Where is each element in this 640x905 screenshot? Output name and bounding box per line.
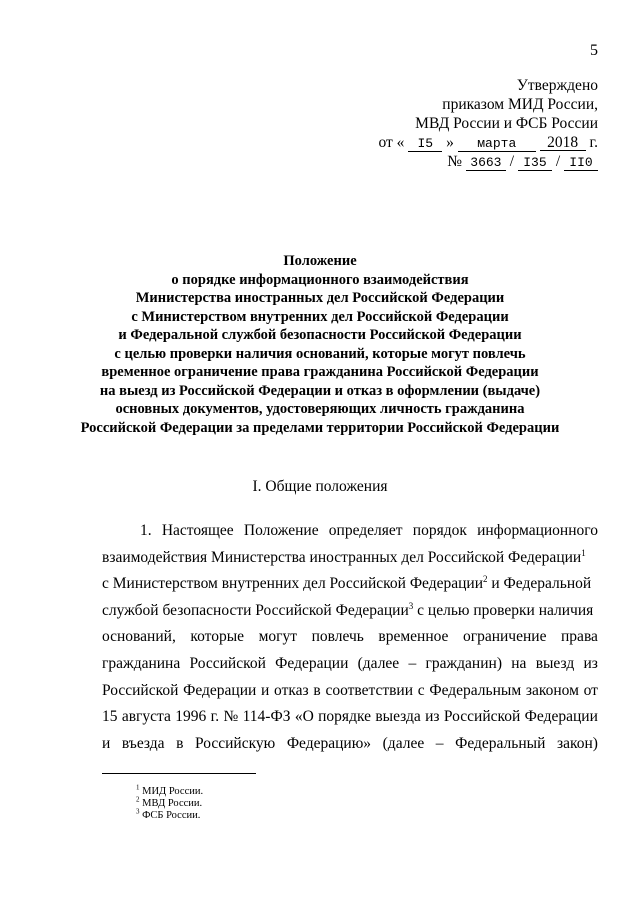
- word: в: [313, 681, 321, 699]
- order-number-fsb: II0: [564, 155, 598, 171]
- title-line: основных документов, удостоверяющих личность гражданина: [115, 401, 525, 417]
- word: гражданина: [102, 654, 181, 672]
- approval-order-line: приказом МИД России,: [442, 96, 598, 113]
- approval-heading: Утверждено: [516, 77, 598, 94]
- number-sep-1: /: [509, 153, 515, 170]
- page-number: 5: [590, 42, 598, 59]
- word: с: [417, 681, 425, 699]
- footnote: $^1$ МИД России.: [136, 783, 204, 797]
- title-line: Министерства иностранных дел Российской Федерации: [135, 290, 505, 306]
- footnote-ref: 2: [483, 574, 488, 585]
- paragraph-line: [102, 624, 598, 651]
- date-year: 2018: [540, 135, 586, 151]
- date-prefix: от «: [378, 134, 405, 151]
- word: законом: [525, 681, 579, 699]
- word: Федеральным: [429, 681, 522, 699]
- word: 1996: [175, 708, 207, 726]
- paragraph-1: [102, 518, 598, 757]
- word: от: [583, 681, 598, 699]
- word: Федерации: [524, 708, 598, 726]
- paragraph-line: [102, 571, 598, 598]
- word: на: [511, 654, 527, 672]
- approval-agencies-line: МВД России и ФСБ России: [415, 115, 598, 132]
- word: въезда: [121, 734, 165, 752]
- line-text: взаимодействия Министерства иностранных дел Российской Федерации$^1$: [102, 547, 586, 566]
- word: –: [408, 654, 417, 672]
- word: которые: [190, 628, 245, 646]
- footnote-ref: 1: [581, 547, 586, 558]
- date-day: I5: [408, 136, 442, 152]
- line-text: с Министерством внутренних дел Российской Федерации$^2$ и Федеральной: [102, 574, 592, 593]
- word: августа: [121, 708, 171, 726]
- approval-stamp: [378, 76, 598, 171]
- date-suffix: г.: [589, 134, 598, 151]
- word: ограничение: [462, 628, 547, 646]
- word: закон): [556, 734, 598, 752]
- title-line: Российской Федерации за пределами территории Российской Федерации: [80, 419, 560, 436]
- order-number-mvd: I35: [518, 155, 552, 171]
- approval-number-line: [378, 152, 598, 171]
- word: Российской: [102, 681, 179, 699]
- paragraph-line: [102, 598, 598, 625]
- section-heading: I. Общие положения: [252, 478, 388, 495]
- word: и: [261, 681, 270, 699]
- paragraph-line: [102, 704, 598, 731]
- word: (далее: [357, 654, 400, 672]
- word: Российской: [443, 708, 521, 726]
- word: гражданин): [425, 654, 502, 672]
- title-line: на выезд из Российской Федерации и отказ в оформлении (выдаче): [99, 382, 541, 399]
- title-line: с Министерством внутренних дел Российской Федерации: [131, 308, 509, 325]
- word: «О: [294, 708, 314, 726]
- title-line: временное ограничение права гражданина Российской Федерации: [101, 364, 539, 380]
- word: Российскую: [194, 734, 276, 752]
- word: определяет: [328, 522, 403, 539]
- number-prefix: №: [447, 153, 462, 170]
- footnote-separator: [102, 773, 256, 774]
- word: и: [102, 734, 111, 752]
- word: отказ: [274, 681, 309, 699]
- word: 15: [102, 708, 118, 726]
- word: могут: [258, 628, 298, 646]
- word: (далее: [382, 734, 425, 752]
- word: временное: [378, 628, 449, 646]
- word: выезда: [375, 708, 421, 726]
- word: из: [583, 654, 598, 672]
- word: права: [561, 628, 598, 646]
- footnote: $^3$ ФСБ России.: [136, 807, 201, 821]
- word: оснований,: [102, 628, 176, 646]
- paragraph-line: [102, 678, 598, 705]
- footnotes: [136, 783, 204, 822]
- order-number-mid: 3663: [466, 155, 506, 171]
- word: Российской: [189, 654, 266, 672]
- title-line: и Федеральной службой безопасности Российской Федерации: [118, 327, 522, 343]
- document-title: [40, 252, 600, 437]
- paragraph-line: [102, 651, 598, 678]
- title-line: с целью проверки наличия оснований, которые могут повлечь: [114, 345, 526, 362]
- paragraph-line: [102, 545, 598, 572]
- title-line: о порядке информационного взаимодействия: [171, 271, 469, 288]
- footnote-ref: 3: [408, 600, 414, 611]
- word: –: [435, 734, 444, 752]
- word: в: [176, 734, 184, 752]
- title-line: Положение: [283, 253, 357, 269]
- footnote: $^2$ МВД России.: [136, 795, 203, 809]
- word: Положение: [243, 522, 319, 539]
- word: 114-ФЗ: [242, 708, 291, 726]
- word: выезд: [535, 654, 575, 672]
- approval-date-line: [378, 133, 598, 152]
- word: г.: [210, 708, 220, 726]
- word: Настоящее: [161, 522, 234, 539]
- word: 1.: [140, 522, 152, 539]
- word: порядок: [412, 522, 467, 539]
- word: информационного: [477, 522, 598, 539]
- paragraph-line: [102, 731, 598, 758]
- word: соответствии: [325, 681, 414, 699]
- number-sep-2: /: [555, 153, 561, 170]
- date-month: марта: [458, 136, 536, 152]
- word: Федеральный: [455, 734, 546, 752]
- word: порядке: [318, 708, 371, 726]
- word: повлечь: [311, 628, 364, 646]
- line-text: службой безопасности Российской Федерации$^3$ с целью проверки наличия: [102, 600, 594, 619]
- word: Федерации: [275, 654, 349, 672]
- date-mid: »: [446, 134, 454, 151]
- word: Федерации: [183, 681, 257, 699]
- word: №: [223, 708, 239, 726]
- word: из: [425, 708, 440, 726]
- word: Федерацию»: [286, 734, 372, 752]
- paragraph-line: [102, 518, 598, 545]
